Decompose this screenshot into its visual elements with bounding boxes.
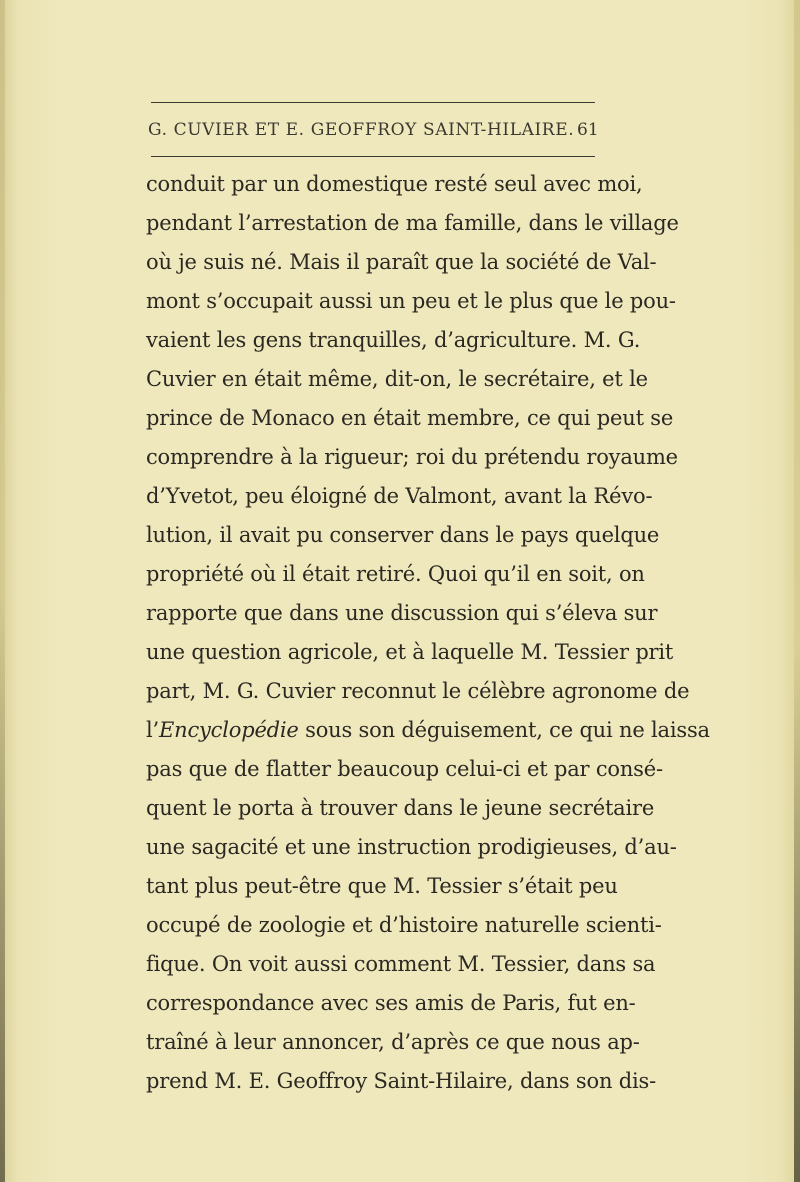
text-line: part, M. G. Cuvier reconnut le célèbre agronome de [146, 679, 690, 703]
text-line: lution, il avait pu conserver dans le pays quelque [146, 523, 660, 547]
text-line: Cuvier en était même, dit-on, le secrétaire, et le [146, 367, 648, 391]
text-line: d’Yvetot, peu éloigné de Valmont, avant la Révo- [146, 484, 653, 508]
text-line: mont s’occupait aussi un peu et le plus que le pou- [146, 289, 676, 313]
header-rule-bottom [151, 156, 595, 157]
text-line: rapporte que dans une discussion qui s’éleva sur [146, 601, 658, 625]
text-line: fique. On voit aussi comment M. Tessier, dans sa [146, 952, 656, 976]
text-line: occupé de zoologie et d’histoire naturelle scienti- [146, 913, 662, 937]
page-number: 61 [577, 120, 599, 140]
text-line: prend M. E. Geoffroy Saint-Hilaire, dans son dis- [146, 1069, 656, 1093]
text-line: pas que de flatter beaucoup celui-ci et par consé- [146, 757, 663, 781]
page-edge-left [0, 0, 5, 1182]
text-line: comprendre à la rigueur; roi du prétendu royaume [146, 445, 678, 469]
text-line: propriété où il était retiré. Quoi qu’il en soit, on [146, 562, 645, 586]
text-line: une question agricole, et à laquelle M. Tessier prit [146, 640, 674, 664]
text-line: quent le porta à trouver dans le jeune secrétaire [146, 796, 655, 820]
text-line: pendant l’arrestation de ma famille, dans le village [146, 211, 679, 235]
page-edge-right [794, 0, 800, 1182]
text-line: vaient les gens tranquilles, d’agriculture. M. G. [146, 328, 641, 352]
italic-title: Encyclopédie [159, 718, 299, 742]
text-line: traîné à leur annoncer, d’après ce que nous ap- [146, 1030, 640, 1054]
text-rest: sous son déguisement, ce qui ne laissa [298, 718, 710, 742]
running-head [0, 120, 800, 150]
text-line: prince de Monaco en était membre, ce qui peut se [146, 406, 674, 430]
text-line: conduit par un domestique resté seul avec moi, [146, 172, 643, 196]
text-line: où je suis né. Mais il paraît que la société de Val- [146, 250, 657, 274]
text-line: correspondance avec ses amis de Paris, fut en- [146, 991, 636, 1015]
text-line: tant plus peut-être que M. Tessier s’était peu [146, 874, 618, 898]
header-rule-top [151, 102, 595, 103]
text-line-with-italic [146, 711, 710, 750]
text-prefix: l’ [146, 718, 159, 742]
text-line: une sagacité et une instruction prodigieuses, d’au- [146, 835, 677, 859]
running-title: G. CUVIER ET E. GEOFFROY SAINT-HILAIRE. [148, 120, 575, 140]
body-text [146, 165, 710, 1101]
